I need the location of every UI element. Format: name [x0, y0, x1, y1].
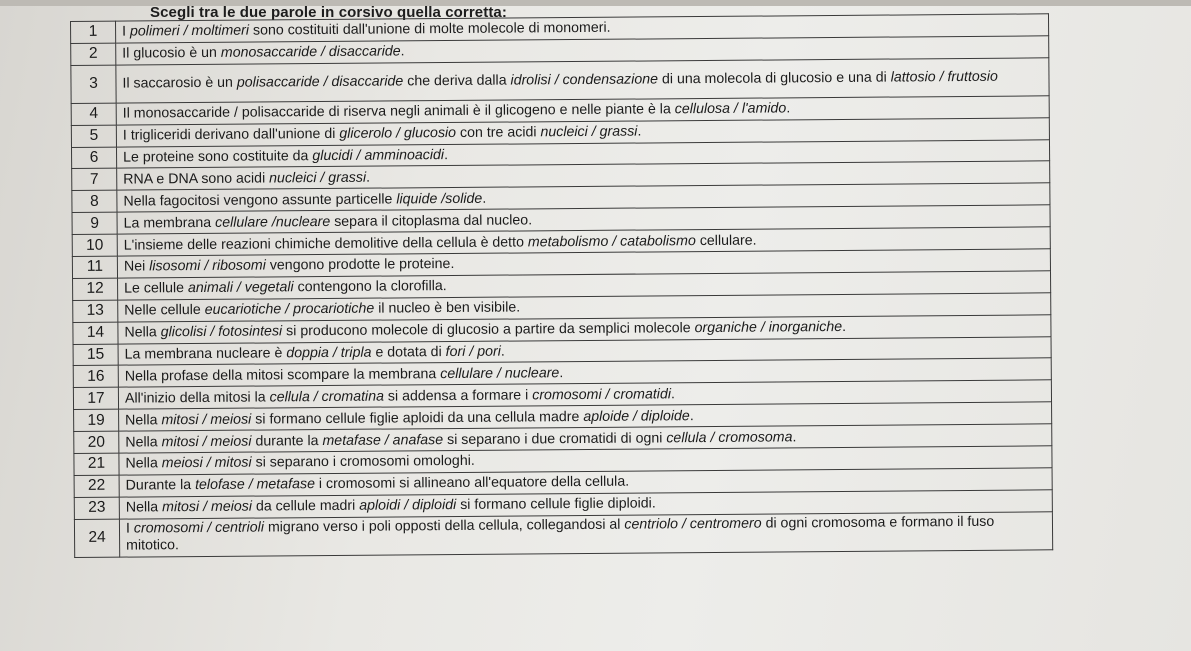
choice-options: cellulare /nucleare [215, 213, 331, 231]
question-text-segment: RNA e DNA sono acidi [123, 170, 270, 188]
question-text-segment: migrano verso i poli opposti della cellula, collegandosi al [263, 516, 625, 536]
question-text [119, 512, 1052, 557]
question-text-segment: Le cellule [124, 280, 189, 297]
question-number: 14 [73, 322, 118, 344]
question-table [70, 13, 1053, 557]
question-row [74, 512, 1052, 558]
choice-options: metafase / anafase [322, 431, 444, 449]
question-number: 13 [73, 300, 118, 322]
question-rows [71, 14, 1053, 557]
choice-options: fori / pori [445, 343, 501, 361]
choice-options: polisaccaride / disaccaride [236, 73, 404, 91]
question-text-segment: Nelle cellule [124, 302, 205, 319]
question-text-segment: il nucleo è ben visibile. [374, 299, 521, 317]
question-number: 20 [74, 431, 119, 453]
choice-options: glucidi / amminoacidi [312, 147, 445, 165]
question-text-segment: contengono la clorofilla. [293, 278, 447, 296]
question-number: 16 [73, 366, 118, 388]
question-text-segment: . [637, 123, 642, 140]
question-number: 11 [72, 256, 117, 278]
choice-options: aploidi / diploidi [359, 497, 457, 514]
question-number: 23 [74, 497, 119, 519]
question-text-segment: . [786, 100, 791, 117]
question-text-segment: Nella fagocitosi vengono assunte particelle [123, 191, 397, 210]
question-number: 12 [73, 278, 118, 300]
question-number: 15 [73, 344, 118, 366]
question-text-segment: si separano i cromosomi omologhi. [251, 453, 475, 472]
question-text-segment: si addensa a formare i [383, 387, 533, 405]
choice-options: glicerolo / glucosio [339, 125, 457, 142]
question-text-segment: si formano cellule figlie diploidi. [456, 495, 656, 514]
question-text-segment: durante la [251, 432, 323, 450]
question-text-segment: I trigliceridi derivano dall'unione di [122, 125, 340, 144]
question-text-segment: . [670, 386, 675, 403]
question-number: 9 [72, 212, 117, 234]
question-text-segment: Nella [125, 433, 162, 451]
choice-options: doppia / tripla [286, 344, 372, 362]
choice-options: meiosi / mitosi [161, 455, 252, 472]
choice-options: mitosi / meiosi [162, 498, 253, 516]
choice-options: cellula / cromosoma [666, 428, 793, 446]
question-text-segment: I [125, 520, 134, 537]
question-text-segment: si producono molecole di glucosio a partire da semplici molecole [282, 320, 695, 340]
question-number: 19 [74, 409, 119, 431]
question-text-segment: Durante la [125, 477, 196, 494]
question-number: 6 [71, 147, 116, 169]
question-text-segment: di una molecola di glucosio e una di [657, 69, 891, 88]
question-text-segment: I [122, 23, 131, 41]
question-text-segment: Il monosaccaride / polisaccaride di riserva negli animali è il glicogeno e nelle piante è la [122, 101, 675, 122]
question-text-segment: Nella [125, 455, 162, 473]
choice-options: aploide / diploide [583, 407, 690, 425]
question-text-segment: Nella [125, 499, 163, 516]
choice-options: mitosi / meiosi [161, 411, 252, 428]
question-text-segment: . [559, 365, 564, 382]
question-text-segment: . [366, 169, 371, 186]
question-text-segment: All'inizio della mitosi la [124, 389, 270, 407]
choice-options: centriolo / centromero [624, 515, 762, 533]
question-text-segment: Nella [124, 324, 161, 341]
choice-options: lattosio / fruttosio [890, 68, 998, 86]
question-text-segment: Il saccarosio è un [122, 74, 237, 92]
question-text-segment: . [842, 319, 847, 336]
question-text-segment: e dotata di [371, 344, 446, 361]
question-text-segment: . [400, 43, 405, 60]
choice-options: nucleici / grassi [269, 169, 367, 187]
question-text-segment: vengono prodotte le proteine. [265, 256, 455, 274]
choice-options: animali / vegetali [187, 279, 294, 297]
question-text-segment: La membrana [123, 214, 216, 232]
choice-options: nucleici / grassi [540, 123, 638, 141]
question-number: 3 [71, 65, 116, 103]
question-number: 17 [73, 387, 118, 409]
question-text-segment: di ogni cromosoma e formano il fuso mitotico. [126, 513, 995, 554]
question-number: 24 [74, 519, 119, 557]
choice-options: cellula / cromatina [269, 388, 385, 406]
choice-options: cromosomi / cromatidi [532, 386, 672, 404]
question-number: 7 [72, 169, 117, 191]
question-text-segment: . [443, 147, 449, 164]
choice-options: liquide /solide [396, 190, 483, 208]
choice-options: telofase / metafase [194, 476, 315, 494]
choice-options: cellulosa / l'amido [674, 100, 787, 118]
choice-options: mitosi / meiosi [161, 433, 252, 450]
question-text-segment: Nella profase della mitosi scompare la membrana [124, 366, 441, 385]
question-text-segment: . [792, 428, 797, 445]
choice-options: cromosomi / centrioli [133, 519, 265, 537]
question-number: 5 [71, 125, 116, 147]
question-number: 4 [71, 103, 116, 125]
choice-options: lisosomi / ribosomi [149, 257, 266, 275]
choice-options: eucariotiche / procariotiche [204, 300, 375, 319]
question-text-segment: sono costituiti dall'unione di molte molecole di monomeri. [248, 20, 611, 40]
choice-options: polimeri / moltimeri [129, 23, 250, 40]
question-text-segment: Nei [123, 258, 150, 276]
question-text-segment: con tre acidi [455, 124, 541, 142]
choice-options: organiche / inorganiche [694, 319, 843, 337]
question-text-segment: Le proteine sono costituite da [123, 148, 313, 166]
question-text-segment: si separano i due cromatidi di ogni [443, 429, 667, 448]
question-text-segment: L'insieme delle reazioni chimiche demolitive della cellula è detto [123, 233, 528, 254]
question-text-segment: . [500, 343, 505, 360]
question-text-segment: cellulare. [695, 232, 757, 249]
question-number: 2 [71, 43, 116, 65]
question-text-segment: . [482, 190, 487, 207]
question-text-segment: che deriva dalla [403, 72, 511, 90]
worksheet-instruction: Scegli tra le due parole in corsivo quella corretta: [150, 4, 507, 21]
question-number: 1 [71, 21, 116, 43]
choice-options: cellulare / nucleare [440, 365, 560, 383]
question-number: 21 [74, 453, 119, 475]
question-text-segment: i cromosomi si allineano all'equatore della cellula. [314, 473, 630, 493]
question-number: 22 [74, 475, 119, 497]
question-text-segment: Nella [125, 411, 162, 429]
choice-options: metabolismo / catabolismo [527, 232, 696, 250]
question-text-segment: da cellule madri [251, 497, 360, 515]
question-text-segment: Il glucosio è un [122, 45, 221, 62]
question-number: 8 [72, 190, 117, 212]
choice-options: idrolisi / condensazione [510, 71, 659, 89]
question-number: 10 [72, 234, 117, 256]
question-text-segment: . [689, 407, 694, 424]
choice-options: monosaccaride / disaccaride [220, 43, 401, 62]
question-text-segment: La membrana nucleare è [124, 345, 287, 363]
question-text-segment: separa il citoplasma dal nucleo. [330, 212, 533, 230]
question-text-segment: si formano cellule figlie aploidi da una cellula madre [251, 408, 584, 428]
choice-options: glicolisi / fotosintesi [160, 323, 283, 341]
